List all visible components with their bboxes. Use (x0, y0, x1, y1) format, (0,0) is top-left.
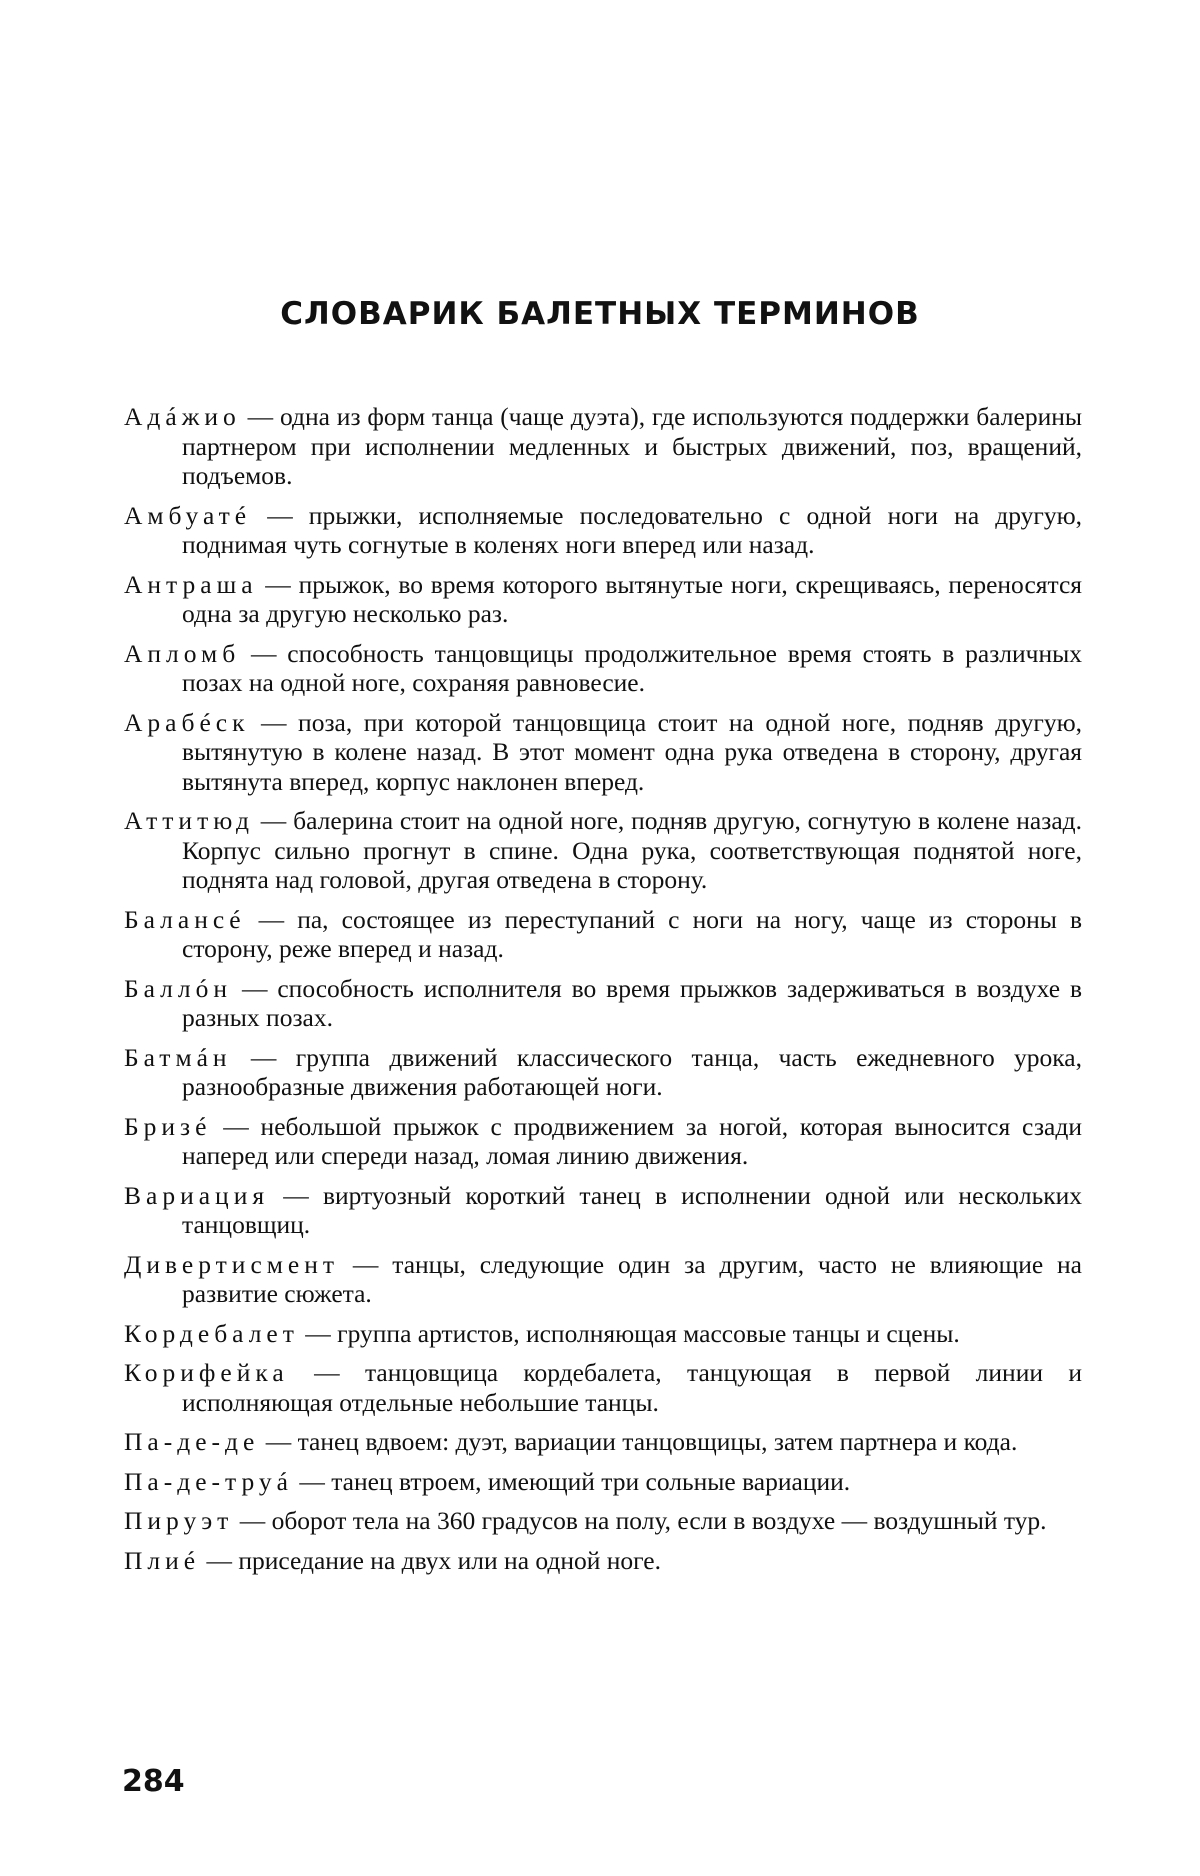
glossary-entry-attityud: Аттитюд — балерина стоит на одной ноге, подняв другую, согнутую в колене назад. Корпус сильно прогнут в спине. Одна рука, соответствующая поднятой ноге, поднята над головой, другая отведена в сторону. (124, 806, 1082, 894)
entry-definition: приседание на двух или на одной ноге. (238, 1545, 662, 1575)
entry-definition: оборот тела на 360 градусов на полу, если в воздухе — воздушный тур. (271, 1506, 1047, 1535)
entry-term: Корифейка (124, 1358, 289, 1387)
entry-term: Пируэт (124, 1506, 234, 1535)
entry-term: Арабéск (124, 707, 250, 737)
glossary-entry-balanse: Балансé — па, состоящее из переступаний с ноги на ногу, чаще из стороны в сторону, реже вперед и назад. (124, 904, 1083, 963)
glossary-entry-kordebalet: Кордебалет — группа артистов, исполняющая массовые танцы и сцены. (124, 1318, 960, 1348)
glossary-entry-arabesk: Арабéск — поза, при которой танцовщица стоит на одной ноге, подняв другую, вытянутую в колене назад. В этот момент одна рука отведена в сторону, другая вытянута вперед, корпус наклонен вперед. (124, 707, 1082, 796)
entry-definition: поза, при которой танцовщица стоит на одной ноге, подняв другую, вытянутую в колене назад. В этот момент одна рука отведена в сторону, другая вытянута вперед, корпус наклонен вперед. (182, 707, 1082, 796)
glossary-entry-pa-de-de: Па-де-де — танец вдвоем: дуэт, вариации танцовщицы, затем партнера и кода. (124, 1427, 1018, 1456)
entry-term: Па-де-де (124, 1427, 260, 1456)
entry-definition: танец втроем, имеющий три сольные вариации. (331, 1466, 851, 1496)
glossary-entry-pa-de-trua: Па-де-труá — танец втроем, имеющий три сольные вариации. (124, 1466, 851, 1496)
entry-term: Антраша (124, 569, 258, 599)
glossary-entry-plie: Плиé — приседание на двух или на одной ноге. (124, 1545, 662, 1575)
glossary-entry-brize: Бризé — небольшой прыжок с продвижением за ногой, которая выносится сзади наперед или спереди назад, ломая линию движения. (124, 1111, 1082, 1170)
entry-definition: па, состоящее из переступаний с ноги на ногу, чаще из стороны в сторону, реже вперед и назад. (182, 904, 1083, 963)
entry-definition: танцовщица кордебалета, танцующая в первой линии и исполняющая отдельные небольшие танцы. (182, 1358, 1083, 1417)
entry-term: Адáжио (124, 402, 241, 431)
glossary-entry-adagio: Адáжио — одна из форм танца (чаще дуэта), где используются поддержки балерины партнером при исполнении медленных и быстрых движений, поз, вращений, подъемов. (124, 402, 1082, 490)
entry-definition: прыжок, во время которого вытянутые ноги, скрещиваясь, переносятся одна за другую несколько раз. (182, 569, 1082, 628)
glossary-entry-divertisment: Дивертисмент — танцы, следующие один за другим, часто не влияющие на развитие сюжета. (124, 1249, 1082, 1308)
glossary-entry-ballon: Баллóн — способность исполнителя во время прыжков задерживаться в воздухе в разных позах. (124, 973, 1083, 1032)
entry-term: Вариация (124, 1180, 270, 1210)
entry-definition: способность танцовщицы продолжительное время стоять в различных позах на одной ноге, сохраняя равновесие. (182, 638, 1082, 697)
entry-definition: способность исполнителя во время прыжков задерживаться в воздухе в разных позах. (182, 973, 1083, 1032)
entry-term: Па-де-труá (124, 1466, 293, 1496)
glossary-entry-antrasha: Антраша — прыжок, во время которого вытянутые ноги, скрещиваясь, переносятся одна за другую несколько раз. (124, 569, 1082, 628)
page-title: СЛОВАРИК БАЛЕТНЫХ ТЕРМИНОВ (280, 296, 920, 332)
entry-definition: группа движений классического танца, часть ежедневного урока, разнообразные движения работающей ноги. (182, 1042, 1082, 1101)
entry-term: Аттитюд (124, 806, 254, 835)
entry-definition: небольшой прыжок с продвижением за ногой, которая выносится сзади наперед или спереди назад, ломая линию движения. (182, 1111, 1082, 1170)
entry-definition: балерина стоит на одной ноге, подняв другую, согнутую в колене назад. Корпус сильно прогнут в спине. Одна рука, соответствующая поднятой ноге, поднята над головой, другая отведена в сторону. (182, 806, 1082, 894)
glossary-entry-variatsiya: Вариация — виртуозный короткий танец в исполнении одной или нескольких танцовщиц. (124, 1180, 1082, 1239)
entry-term: Амбуатé (124, 500, 252, 530)
entry-definition: танец вдвоем: дуэт, вариации танцовщицы, затем партнера и кода. (297, 1427, 1018, 1456)
entry-term: Батмáн (124, 1042, 232, 1072)
glossary (124, 402, 1082, 1585)
entry-term: Кордебалет (124, 1318, 299, 1348)
entry-term: Апломб (124, 638, 241, 668)
glossary-entry-batman: Батмáн — группа движений классического танца, часть ежедневного урока, разнообразные движения работающей ноги. (124, 1042, 1082, 1101)
glossary-entry-piruet: Пируэт — оборот тела на 360 градусов на полу, если в воздухе — воздушный тур. (124, 1506, 1047, 1535)
entry-definition: прыжки, исполняемые последовательно с одной ноги на другую, поднимая чуть согнутые в коленях ноги вперед или назад. (182, 500, 1082, 559)
entry-term: Баллóн (124, 973, 233, 1003)
entry-term: Дивертисмент (124, 1249, 340, 1279)
entry-term: Бризé (124, 1111, 212, 1141)
entry-definition: группа артистов, исполняющая массовые танцы и сцены. (337, 1318, 960, 1348)
glossary-entry-ambuate: Амбуатé — прыжки, исполняемые последовательно с одной ноги на другую, поднимая чуть согнутые в коленях ноги вперед или назад. (124, 500, 1082, 559)
entry-definition: танцы, следующие один за другим, часто не влияющие на развитие сюжета. (182, 1249, 1082, 1308)
entry-term: Балансé (124, 904, 246, 934)
page-number: 284 (122, 1764, 185, 1799)
entry-term: Плиé (124, 1545, 201, 1575)
glossary-entry-korifeyka: Корифейка — танцовщица кордебалета, танцующая в первой линии и исполняющая отдельные небольшие танцы. (124, 1358, 1083, 1417)
entry-definition: виртуозный короткий танец в исполнении одной или нескольких танцовщиц. (182, 1180, 1082, 1239)
glossary-entry-aplomb: Апломб — способность танцовщицы продолжительное время стоять в различных позах на одной ноге, сохраняя равновесие. (124, 638, 1082, 697)
entry-definition: одна из форм танца (чаще дуэта), где используются поддержки балерины партнером при исполнении медленных и быстрых движений, поз, вращений, подъемов. (182, 402, 1082, 490)
